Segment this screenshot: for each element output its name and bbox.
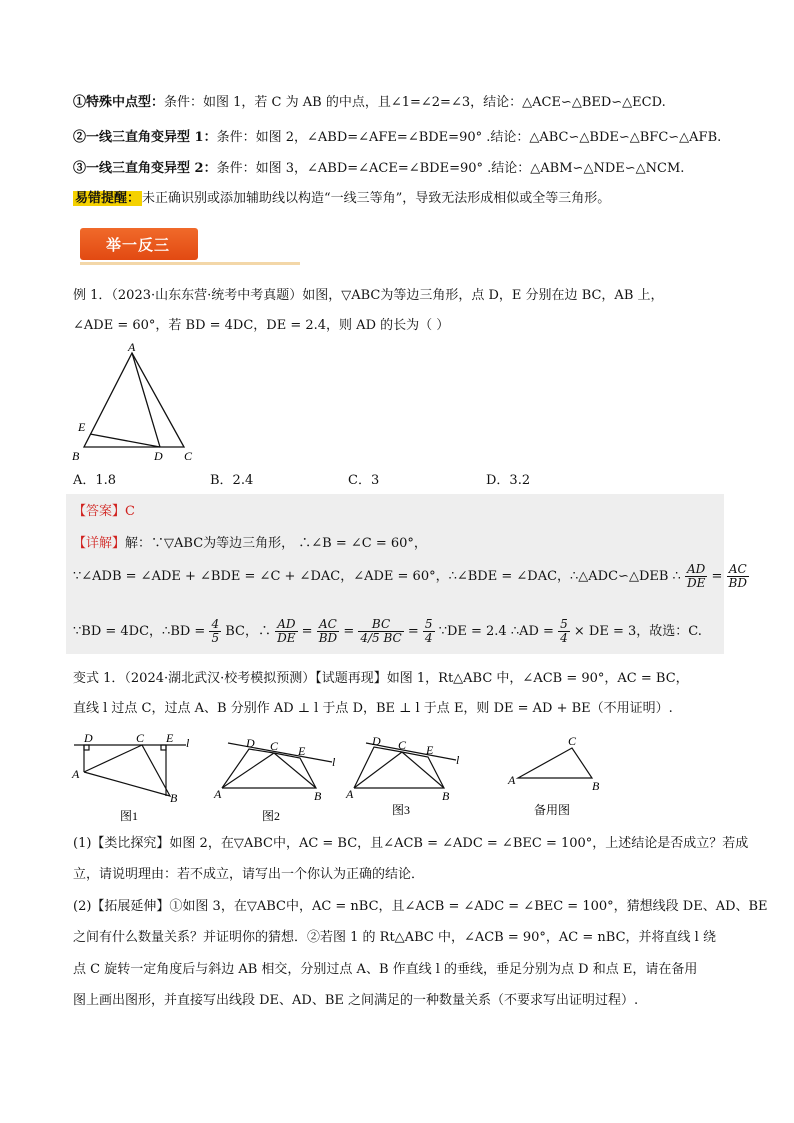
fig1-right-angle-d	[84, 745, 89, 750]
warning-text: 未正确识别或添加辅助线以构造“一线三等角”，导致无法形成相似或全等三角形。	[142, 191, 611, 206]
fig2-label-b: B	[314, 789, 322, 803]
fig1-triangle	[84, 745, 170, 796]
fig2-label-d: D	[246, 736, 255, 750]
frac-den: 4	[424, 631, 433, 645]
part2-line-1: (2)【拓展延伸】①如图 3，在▽ABC中，AC = nBC，且∠ACB = ∠ADC = ∠BEC = 100°，猜想线段 DE、AD、BE	[73, 899, 768, 914]
backup-label-a: A	[508, 773, 516, 787]
frac-den: 4	[560, 631, 568, 645]
backup-caption: 备用图	[534, 803, 571, 817]
fig1-right-angle-e	[161, 745, 166, 750]
intro-line-3-label: ③一线三直角变异型 2：	[73, 161, 217, 176]
example1-triangle-abc	[84, 353, 184, 447]
warning-line	[73, 190, 610, 208]
frac-num: AC	[317, 618, 339, 632]
frac-den: DE	[277, 631, 296, 645]
frac-ad-de-2	[275, 618, 297, 645]
detail-text-1: 解：∵▽ABC为等边三角形， ∴∠B = ∠C = 60°，	[125, 536, 427, 551]
frac-den: DE	[686, 576, 706, 590]
frac-num: BC	[358, 618, 403, 632]
equals-sign: =	[711, 569, 723, 584]
fig3-caption: 图3	[392, 803, 411, 817]
frac-ac-bd	[727, 563, 749, 590]
intro-line-2	[73, 129, 721, 147]
frac-num: AD	[685, 563, 707, 577]
intro-line-2-text: 条件：如图 2，∠ABD=∠AFE=∠BDE=90° .结论：△ABC∽△BDE∽△BFC∽△AFB.	[216, 130, 722, 145]
detail-line-2	[73, 563, 749, 590]
frac-4-5	[209, 618, 221, 645]
fig1-label-e: E	[166, 731, 174, 745]
equals-sign: =	[343, 624, 355, 639]
detail-text-2: ∵∠ADB = ∠ADE + ∠BDE = ∠C + ∠DAC，∠ADE = 60°，∴∠BDE = ∠DAC，∴△ADC∽△DEB ∴	[73, 569, 681, 584]
frac-num: 4	[211, 617, 220, 631]
fig3-label-d: D	[372, 734, 381, 748]
fig3-label-c: C	[398, 738, 407, 752]
fig1-label-b: B	[170, 791, 178, 805]
fig2-label-c: C	[270, 739, 279, 753]
part2-line-2: 之间有什么数量关系？并证明你的猜想．②若图 1 的 Rt△ABC 中，∠ACB = 90°，AC = nBC，并将直线 l 绕	[73, 930, 716, 945]
option-a: A．1.8	[73, 473, 117, 488]
fig3-label-a: A	[346, 787, 354, 801]
frac-num: 5	[560, 617, 568, 631]
variant1-line-1: 变式 1．（2024·湖北武汉·校考模拟预测）【试题再现】如图 1，Rt△ABC 中，∠ACB = 90°，AC = BC，	[73, 671, 689, 686]
intro-line-1-label: ①特殊中点型：	[73, 95, 165, 110]
fig1-label-d: D	[84, 731, 93, 745]
label-a: A	[128, 340, 136, 354]
example1-question-line-1: 例 1．（2023·山东东营·统考中考真题）如图，▽ABC为等边三角形，点 D，E 分别在边 BC，AB 上，	[73, 288, 664, 303]
fig2-ac	[222, 753, 274, 788]
intro-line-3-text: 条件：如图 3，∠ABD=∠ACE=∠BDE=90° .结论：△ABM∽△NDE∽△NCM.	[216, 161, 685, 176]
fig2-caption: 图2	[262, 809, 281, 823]
frac-5-4	[423, 618, 435, 645]
detail-text-3b: BC，∴	[225, 624, 271, 639]
frac-bc-45bc	[358, 618, 403, 645]
frac-num: AC	[727, 563, 749, 577]
example1-question-line-2: ∠ADE = 60°，若 BD = 4DC，DE = 2.4，则 AD 的长为（ ）	[73, 318, 450, 333]
detail-line-3	[73, 618, 702, 645]
variant1-line-2: 直线 l 过点 C，过点 A、B 分别作 AD ⊥ l 于点 D，BE ⊥ l 于点 E，则 DE = AD + BE（不用证明）.	[73, 701, 673, 716]
option-c: C．3	[348, 473, 380, 488]
answer-line	[73, 503, 135, 521]
frac-den: BD	[318, 631, 338, 645]
part2-line-3: 点 C 旋转一定角度后与斜边 AB 相交，分别过点 A、B 作直线 l 的垂线，垂足分别为点 D 和点 E，请在备用	[73, 962, 698, 977]
detail-label: 【详解】	[73, 536, 126, 551]
option-b: B．2.4	[210, 473, 254, 488]
detail-text-3c: ∵DE = 2.4 ∴AD =	[438, 624, 554, 639]
intro-line-2-label: ②一线三直角变异型 1：	[73, 130, 217, 145]
fig3-label-l: l	[456, 753, 460, 767]
frac-den: 4/5 BC	[360, 631, 402, 645]
fig3-bc	[402, 752, 444, 788]
label-c: C	[184, 449, 193, 463]
label-b: B	[72, 449, 80, 463]
frac-num: 5	[424, 617, 433, 631]
fig2-label-l: l	[332, 755, 336, 769]
detail-text-3d: × DE = 3，故选：C.	[573, 624, 702, 639]
frac-5-4-b	[558, 618, 570, 645]
frac-den: 5	[211, 631, 220, 645]
example1-figure	[70, 340, 200, 465]
fig1-caption: 图1	[120, 809, 139, 823]
fig3-ac	[354, 752, 402, 788]
answer-label: 【答案】	[73, 504, 126, 519]
fig3-label-e: E	[426, 743, 434, 757]
fig1-label-l: l	[186, 736, 190, 750]
backup-label-c: C	[568, 734, 577, 748]
variant1-figures	[66, 728, 726, 823]
warning-tag: 易错提醒：	[75, 191, 141, 206]
answer-value: C	[125, 504, 135, 519]
example1-segment-ad	[132, 353, 160, 447]
backup-label-b: B	[592, 779, 600, 793]
part1-line-2: 立，请说明理由：若不成立，请写出一个你认为正确的结论．	[73, 867, 425, 882]
equals-sign: =	[301, 624, 313, 639]
frac-num: AD	[275, 618, 297, 632]
fig1-label-c: C	[136, 731, 145, 745]
fig3-label-b: B	[442, 789, 450, 803]
intro-line-3	[73, 160, 684, 178]
section-banner	[80, 228, 200, 266]
banner-underline	[80, 262, 300, 265]
part2-line-4: 图上画出图形，并直接写出线段 DE、AD、BE 之间满足的一种数量关系（不要求写出证明过程）.	[73, 993, 639, 1008]
example1-segment-ed	[90, 434, 160, 447]
part1-line-1: (1)【类比探究】如图 2，在▽ABC中，AC = BC，且∠ACB = ∠ADC = ∠BEC = 100°，上述结论是否成立？若成	[73, 836, 749, 851]
fig2-label-e: E	[298, 744, 306, 758]
fig2-label-a: A	[214, 787, 222, 801]
frac-ad-de	[685, 563, 707, 590]
option-d: D．3.2	[486, 473, 531, 488]
frac-ac-bd-2	[317, 618, 339, 645]
equals-sign: =	[407, 624, 419, 639]
fig2-line-l	[228, 743, 332, 762]
frac-den: BD	[728, 576, 747, 590]
label-e: E	[78, 420, 86, 434]
detail-text-3a: ∵BD = 4DC，∴BD =	[73, 624, 206, 639]
detail-line-1	[73, 535, 427, 553]
label-d: D	[154, 449, 163, 463]
fig1-label-a: A	[72, 767, 80, 781]
backup-triangle	[518, 748, 592, 778]
banner-title: 举一反三	[106, 236, 171, 254]
intro-line-1	[73, 94, 666, 112]
intro-line-1-text: 条件：如图 1，若 C 为 AB 的中点，且∠1=∠2=∠3，结论：△ACE∽△BED∽△ECD.	[164, 95, 666, 110]
